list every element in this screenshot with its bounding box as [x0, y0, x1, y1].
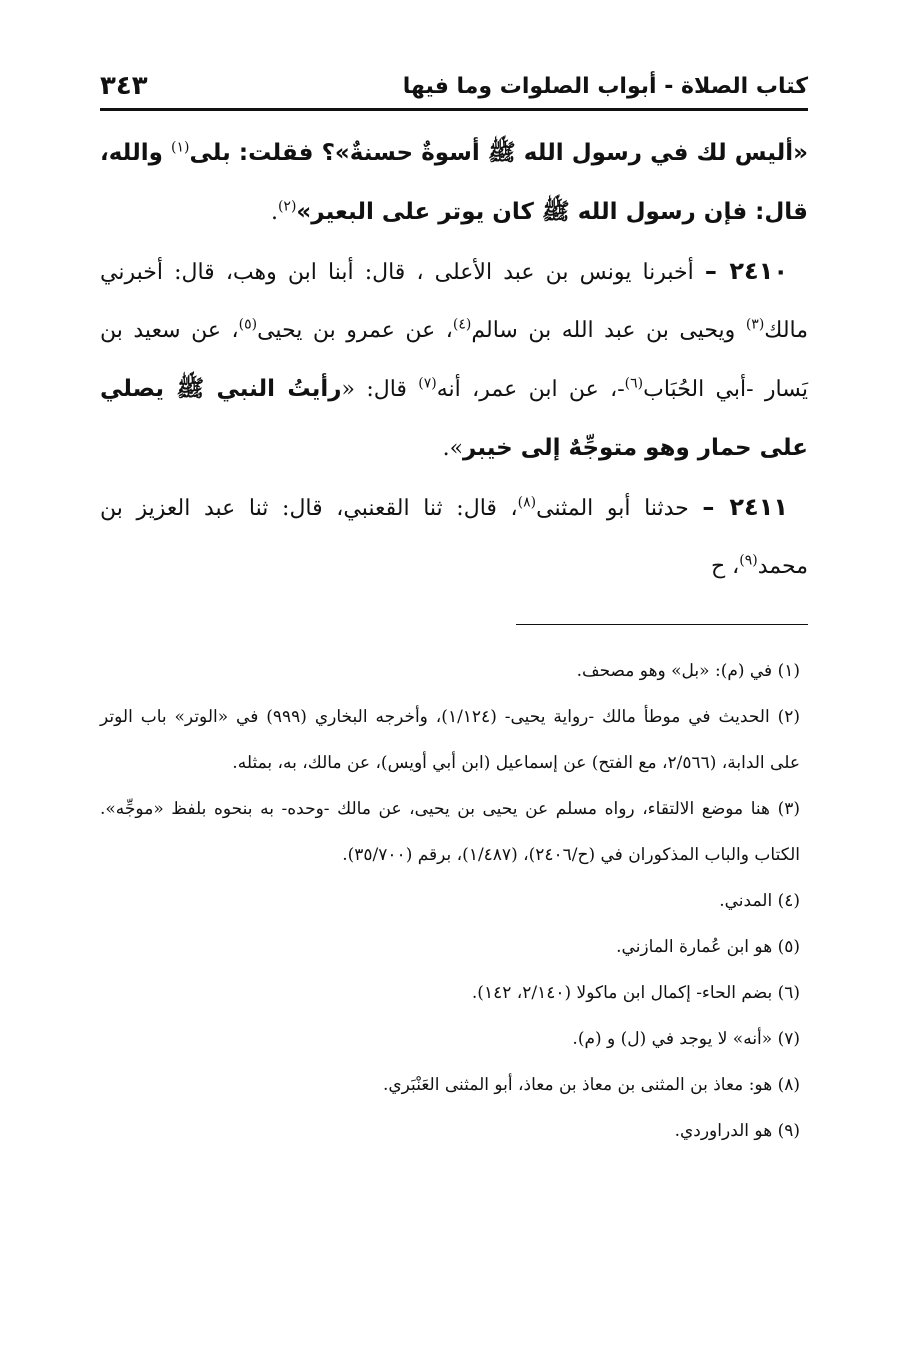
isnad-text: ، قال: ثنا القعنبي، قال: ثنا عبد العزيز بن محمد — [100, 496, 808, 579]
header-rule — [100, 108, 808, 111]
footnote-ref-9[interactable]: (٩) — [739, 552, 758, 569]
isnad-text: حدثنا أبو المثنى — [536, 496, 703, 521]
footnote-5: (٥) هو ابن عُمارة المازني. — [616, 937, 800, 957]
punctuation: . — [270, 200, 278, 225]
hadith-text: «أليس لك في رسول الله ﷺ أسوةٌ حسنةٌ»؟ فقلت: بلى — [189, 140, 808, 166]
isnad-text: ، عن سعيد بن يَسار -أبي الحُبَاب — [100, 318, 808, 402]
footnote-ref-4[interactable]: (٤) — [452, 316, 472, 333]
footnotes — [100, 648, 808, 1154]
footnote-3: (٣) هنا موضع الالتقاء، رواه مسلم عن يحيى بن يحيى، عن مالك -وحده- به بنحوه بلفظ «موجِّه». الكتاب والباب المذكوران في (ح/٢٤٠٦)، (١/٤٨٧)، برقم (٣٥/٧٠٠). — [100, 799, 800, 865]
isnad-text: ويحيى بن عبد الله بن سالم — [471, 318, 746, 343]
isnad-text: -، عن ابن عمر، أنه — [436, 377, 625, 402]
footnote-ref-7[interactable]: (٧) — [418, 375, 437, 392]
running-header-title: كتاب الصلاة - أبواب الصلوات وما فيها — [402, 73, 808, 99]
footnote-9: (٩) هو الدراوردي. — [674, 1121, 800, 1141]
main-text — [100, 124, 808, 596]
footnote-ref-3[interactable]: (٣) — [745, 316, 765, 333]
hadith-matn: رأيتُ النبي ﷺ يصلي على حمار وهو متوجِّهٌ إلى خيبر — [100, 376, 808, 461]
footnote-ref-5[interactable]: (٥) — [238, 316, 258, 333]
footnote-7: (٧) «أنه» لا يوجد في (ل) و (م). — [572, 1029, 800, 1049]
isnad-text: ، عن عمرو بن يحيى — [257, 318, 453, 343]
hadith-number: ٢٤١٠ – — [704, 257, 788, 285]
footnote-ref-8[interactable]: (٨) — [517, 494, 537, 511]
hadith-paragraph-2410 — [100, 242, 808, 478]
footnote-separator — [516, 624, 808, 625]
hadith-text: والله، قال: فإن رسول الله ﷺ كان يوتر على البعير» — [100, 140, 808, 225]
footnote-6: (٦) بضم الحاء- إكمال ابن ماكولا (٢/١٤٠، ١٤٢). — [471, 983, 800, 1003]
running-header — [100, 66, 808, 106]
footnote-1: (١) في (م): «بل» وهو مصحف. — [576, 661, 800, 681]
isnad-text: أخبرنا يونس بن عبد الأعلى ، قال: أبنا ابن وهب، قال: أخبرني مالك — [100, 260, 809, 343]
hadith-continuation-paragraph — [100, 124, 808, 242]
page-number: ٣٤٣ — [100, 71, 148, 101]
hadith-number: ٢٤١١ – — [702, 493, 788, 521]
footnote-ref-6[interactable]: (٦) — [624, 375, 644, 392]
isnad-text: قال: « — [341, 377, 419, 402]
footnote-8: (٨) هو: معاذ بن المثنى بن معاذ بن معاذ، أبو المثنى العَنْبَري. — [382, 1075, 800, 1095]
footnote-ref-1[interactable]: (١) — [171, 139, 190, 156]
footnote-ref-2[interactable]: (٢) — [277, 198, 297, 215]
punctuation: ». — [442, 436, 464, 461]
footnote-4: (٤) المدني. — [719, 891, 800, 911]
isnad-text: ، ح — [710, 554, 740, 579]
footnote-2: (٢) الحديث في موطأ مالك -رواية يحيى- (١/١٢٤)، وأخرجه البخاري (٩٩٩) في «الوتر» باب الوتر على الدابة، (٢/٥٦٦، مع الفتح) عن إسماعيل (ابن أبي أويس)، عن مالك، به، بمثله. — [100, 707, 801, 773]
hadith-paragraph-2411 — [100, 478, 808, 596]
